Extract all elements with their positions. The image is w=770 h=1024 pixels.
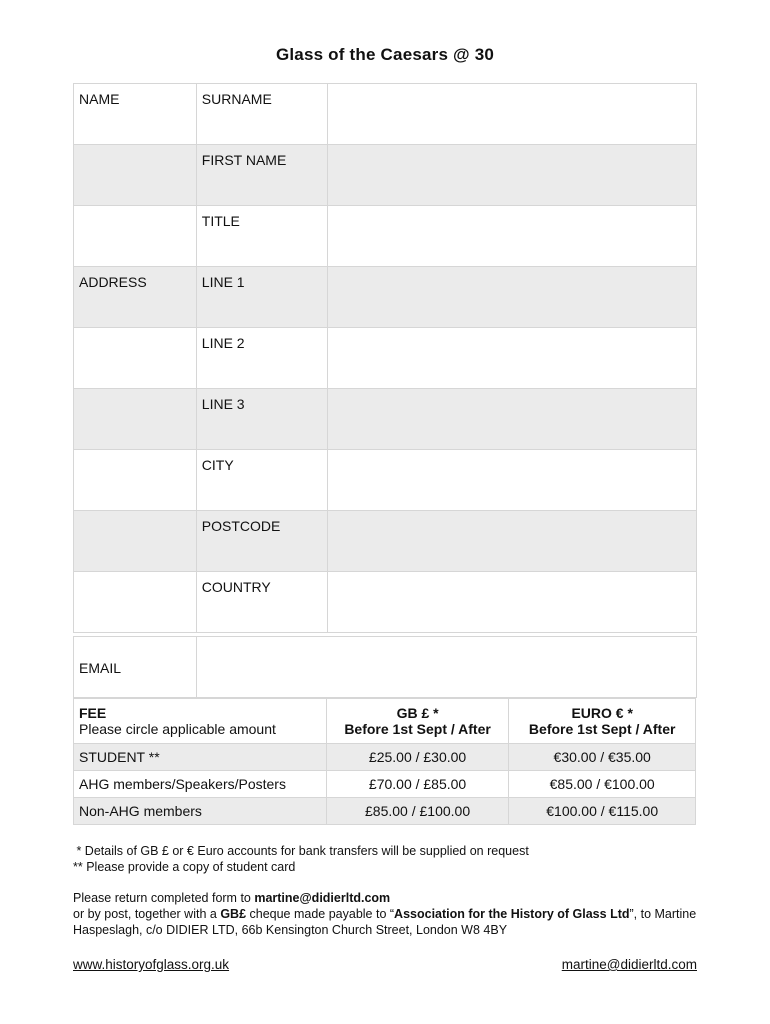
fee-header-title: FEE bbox=[79, 705, 107, 721]
fee-table bbox=[73, 698, 696, 825]
fee-category: AHG members/Speakers/Posters bbox=[74, 771, 327, 798]
field-group-label bbox=[74, 328, 197, 389]
city-field[interactable] bbox=[327, 450, 696, 511]
gbp-header-cell bbox=[326, 699, 509, 744]
eur-amount[interactable]: €85.00 / €100.00 bbox=[509, 771, 696, 798]
surname-field[interactable] bbox=[327, 84, 696, 145]
eur-amount[interactable]: €30.00 / €35.00 bbox=[509, 744, 696, 771]
field-group-label bbox=[74, 511, 197, 572]
cheque-text: cheque made payable to “ bbox=[246, 907, 395, 921]
field-group-label bbox=[74, 206, 197, 267]
field-group-label: ADDRESS bbox=[74, 267, 197, 328]
fee-category: Non-AHG members bbox=[74, 798, 327, 825]
address-line2-field[interactable] bbox=[327, 328, 696, 389]
eur-header-subtitle: Before 1st Sept / After bbox=[528, 721, 676, 737]
address-line3-field[interactable] bbox=[327, 389, 696, 450]
postcode-field[interactable] bbox=[327, 511, 696, 572]
form-row bbox=[74, 84, 697, 145]
bank-transfer-note: * Details of GB £ or € Euro accounts for bank transfers will be supplied on request bbox=[73, 844, 529, 858]
form-row bbox=[74, 145, 697, 206]
eur-amount[interactable]: €100.00 / €115.00 bbox=[509, 798, 696, 825]
post-text: or by post, together with a bbox=[73, 907, 221, 921]
form-row bbox=[74, 637, 697, 698]
title-field[interactable] bbox=[327, 206, 696, 267]
fee-row bbox=[74, 771, 696, 798]
form-row bbox=[74, 267, 697, 328]
gbp-header-subtitle: Before 1st Sept / After bbox=[344, 721, 491, 737]
fee-category: STUDENT ** bbox=[74, 744, 327, 771]
field-label: POSTCODE bbox=[196, 511, 327, 572]
payee-name: Association for the History of Glass Ltd bbox=[394, 907, 630, 921]
field-label: CITY bbox=[196, 450, 327, 511]
fee-header-subtitle: Please circle applicable amount bbox=[79, 721, 276, 737]
field-label: LINE 2 bbox=[196, 328, 327, 389]
fee-row bbox=[74, 798, 696, 825]
eur-header-cell bbox=[509, 699, 696, 744]
currency-text: GB£ bbox=[220, 907, 247, 921]
country-field[interactable] bbox=[327, 572, 696, 633]
footnotes bbox=[73, 843, 529, 875]
email-label: EMAIL bbox=[74, 637, 197, 698]
footer-email-link[interactable]: martine@didierltd.com bbox=[561, 957, 697, 972]
return-intro: Please return completed form to bbox=[73, 891, 255, 905]
eur-header-title: EURO € * bbox=[571, 705, 633, 721]
field-label: LINE 3 bbox=[196, 389, 327, 450]
field-group-label bbox=[74, 572, 197, 633]
postal-address: ”, to Martine Haspeslagh, c/o DIDIER LTD, 66b Kensington Church Street, London W8 4BY bbox=[73, 907, 697, 937]
field-label: LINE 1 bbox=[196, 267, 327, 328]
post-line bbox=[73, 906, 698, 938]
field-group-label bbox=[74, 145, 197, 206]
field-label: FIRST NAME bbox=[196, 145, 327, 206]
field-label: TITLE bbox=[196, 206, 327, 267]
form-row bbox=[74, 450, 697, 511]
fee-header-cell bbox=[74, 699, 327, 744]
return-line bbox=[73, 890, 698, 906]
field-label: SURNAME bbox=[196, 84, 327, 145]
registration-form-table bbox=[73, 83, 697, 633]
form-row bbox=[74, 389, 697, 450]
email-field[interactable] bbox=[197, 637, 697, 698]
field-group-label bbox=[74, 450, 197, 511]
form-row bbox=[74, 206, 697, 267]
field-group-label bbox=[74, 389, 197, 450]
form-row bbox=[74, 328, 697, 389]
student-card-note: ** Please provide a copy of student card bbox=[73, 860, 296, 874]
email-table bbox=[73, 636, 697, 698]
field-label: COUNTRY bbox=[196, 572, 327, 633]
field-group-label: NAME bbox=[74, 84, 197, 145]
website-link[interactable]: www.historyofglass.org.uk bbox=[73, 957, 230, 972]
first-name-field[interactable] bbox=[327, 145, 696, 206]
gbp-amount[interactable]: £70.00 / £85.00 bbox=[326, 771, 509, 798]
gbp-amount[interactable]: £85.00 / £100.00 bbox=[326, 798, 509, 825]
page-title: Glass of the Caesars @ 30 bbox=[275, 45, 495, 64]
return-email-link[interactable]: martine@didierltd.com bbox=[254, 891, 391, 905]
gbp-amount[interactable]: £25.00 / £30.00 bbox=[326, 744, 509, 771]
fee-row bbox=[74, 744, 696, 771]
form-row bbox=[74, 572, 697, 633]
address-line1-field[interactable] bbox=[327, 267, 696, 328]
form-row bbox=[74, 511, 697, 572]
fee-header-row bbox=[74, 699, 696, 744]
gbp-header-title: GB £ * bbox=[396, 705, 439, 721]
return-instructions bbox=[73, 890, 698, 938]
